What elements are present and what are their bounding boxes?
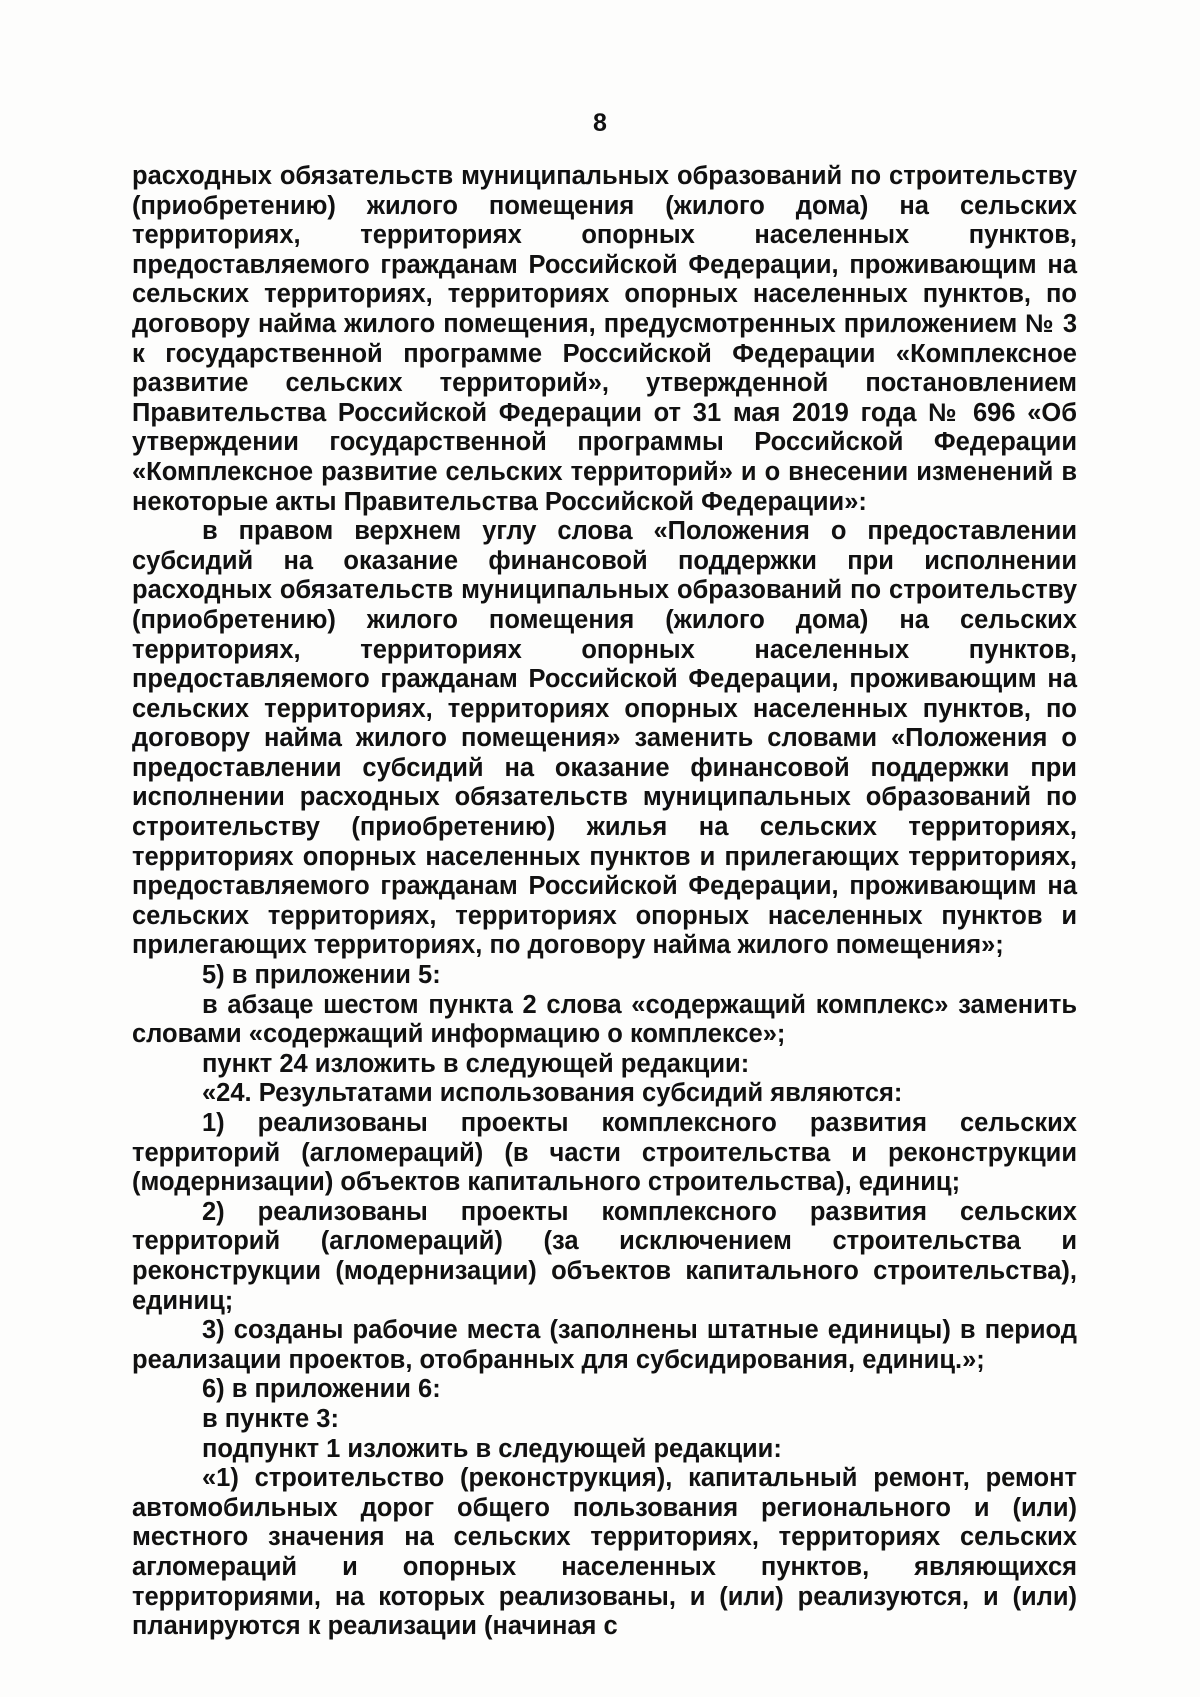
document-body	[132, 162, 1077, 1642]
paragraph-subpunkt-1-text: «1) строительство (реконструкция), капитальный ремонт, ремонт автомобильных дорог общего пользования регионального и (или) местного значения на сельских территориях, территориях сельских агломераций и опорных населенных пунктов, являющихся территориями, на которых реализованы, и (или) реализуются, и (или) планируются к реализации (начиная с	[132, 1464, 1077, 1641]
paragraph-subpunkt-1: подпункт 1 изложить в следующей редакции:	[202, 1434, 782, 1463]
paragraph-result-3: 3) созданы рабочие места (заполнены штатные единицы) в период реализации проектов, отобранных для субсидирования, единиц.»;	[132, 1316, 1077, 1374]
page-number: 8	[593, 109, 607, 137]
paragraph-results-intro: «24. Результатами использования субсидий являются:	[202, 1079, 903, 1108]
paragraph-upper-right-corner-amendment: в правом верхнем углу слова «Положения о предоставлении субсидий на оказание финансовой поддержки при исполнении расходных обязательств муниципальных образований по строительству (приобретению) жилого помещения (жилого дома) на сельских территориях, территориях опорных населенных пунктов, предоставляемого гражданам Российской Федерации, проживающим на сельских территориях, территориях опорных населенных пунктов, по договору найма жилого помещения» заменить словами «Положения о предоставлении субсидий на оказание финансовой поддержки при исполнении расходных обязательств муниципальных образований по строительству (приобретению) жилья на сельских территориях, территориях опорных населенных пунктов и прилегающих территориях, предоставляемого гражданам Российской Федерации, проживающим на сельских территориях, территориях опорных населенных пунктов и прилегающих территориях, по договору найма жилого помещения»;	[132, 517, 1077, 960]
paragraph-punkt-3: в пункте 3:	[202, 1404, 339, 1433]
paragraph-continuation: расходных обязательств муниципальных образований по строительству (приобретению) жилого помещения (жилого дома) на сельских территориях, территориях опорных населенных пунктов, предоставляемого гражданам Российской Федерации, проживающим на сельских территориях, территориях опорных населенных пунктов, по договору найма жилого помещения, предусмотренных приложением № 3 к государственной программе Российской Федерации «Комплексное развитие сельских территорий», утвержденной постановлением Правительства Российской Федерации от 31 мая 2019 года № 696 «Об утверждении государственной программы Российской Федерации «Комплексное развитие сельских территорий» и о внесении изменений в некоторые акты Правительства Российской Федерации»:	[132, 162, 1077, 516]
paragraph-item-6: 6) в приложении 6:	[202, 1375, 441, 1404]
paragraph-result-1: 1) реализованы проекты комплексного развития сельских территорий (агломераций) (в части строительства и реконструкции (модернизации) объектов капитального строительства), единиц;	[132, 1109, 1077, 1197]
paragraph-item-5: 5) в приложении 5:	[202, 961, 441, 990]
paragraph-abzac-6-amendment: в абзаце шестом пункта 2 слова «содержащий комплекс» заменить словами «содержащий информацию о комплексе»;	[132, 990, 1077, 1049]
paragraph-punkt-24: пункт 24 изложить в следующей редакции:	[202, 1049, 750, 1078]
paragraph-result-2: 2) реализованы проекты комплексного развития сельских территорий (агломераций) (за исключением строительства и реконструкции (модернизации) объектов капитального строительства), единиц;	[132, 1197, 1077, 1315]
